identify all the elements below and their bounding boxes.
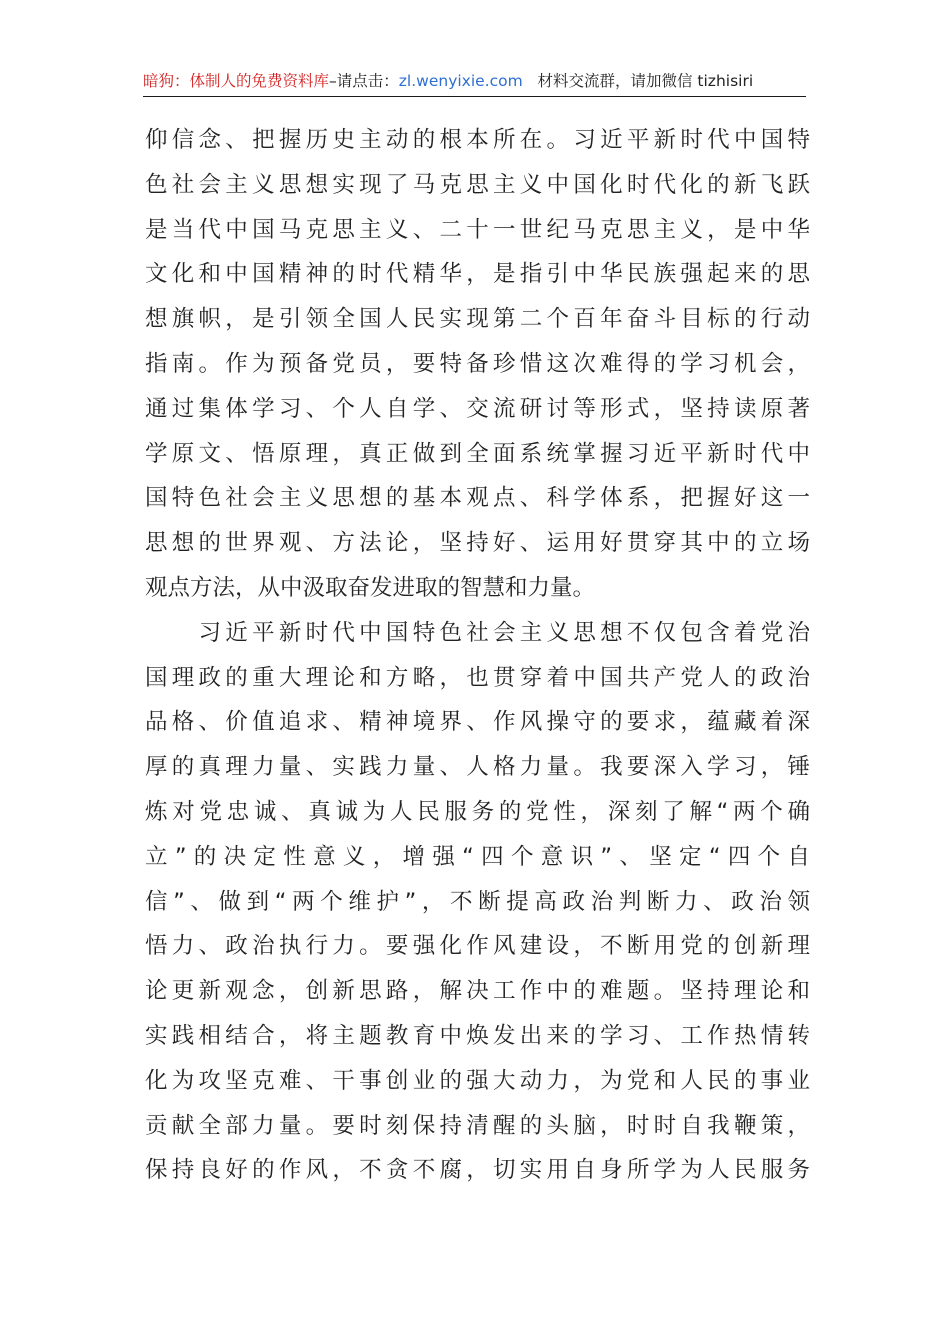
- text-line: 贡献全部力量。要时刻保持清醒的头脑，时时自我鞭策，: [145, 1112, 810, 1139]
- text-line: 厚的真理力量、实践力量、人格力量。我要深入学习，锤: [145, 754, 810, 781]
- text-line: 文化和中国精神的时代精华，是指引中华民族强起来的思: [145, 261, 810, 288]
- page-header: [143, 66, 806, 97]
- text-line: 思想的世界观、方法论，坚持好、运用好贯穿其中的立场: [145, 530, 810, 557]
- text-line: 通过集体学习、个人自学、交流研讨等形式，坚持读原著: [145, 395, 810, 422]
- text-line: 观点方法，从中汲取奋发进取的智慧和力量。: [145, 574, 596, 601]
- text-line: 习近平新时代中国特色社会主义思想不仅包含着党治: [145, 619, 810, 646]
- text-line: 实践相结合，将主题教育中焕发出来的学习、工作热情转: [145, 1022, 810, 1049]
- text-line: 保持良好的作风，不贪不腐，切实用自身所学为人民服务: [145, 1157, 810, 1184]
- text-line: 色社会主义思想实现了马克思主义中国化时代化的新飞跃: [145, 171, 810, 198]
- text-line: 学原文、悟原理，真正做到全面系统掌握习近平新时代中: [145, 440, 810, 467]
- text-line: 悟力、政治执行力。要强化作风建设，不断用党的创新理: [145, 933, 810, 960]
- header-wechat-note: 材料交流群，请加微信 tizhisiri: [537, 72, 754, 90]
- header-url-link[interactable]: zl.wenyixie.com: [398, 72, 523, 90]
- text-line: 化为攻坚克难、干事创业的强大动力，为党和人民的事业: [145, 1067, 810, 1094]
- header-click-prompt: –请点击：: [329, 72, 399, 90]
- text-line: 立”的决定性意义，增强“四个意识”、坚定“四个自: [145, 843, 810, 870]
- text-line: 指南。作为预备党员，要特备珍惜这次难得的学习机会，: [145, 350, 810, 377]
- text-line: 国特色社会主义思想的基本观点、科学体系，把握好这一: [145, 485, 810, 512]
- text-line: 仰信念、把握历史主动的根本所在。习近平新时代中国特: [145, 127, 810, 153]
- text-line: 国理政的重大理论和方略，也贯穿着中国共产党人的政治: [145, 664, 810, 691]
- header-site-name: 暗狗：体制人的免费资料库: [143, 72, 330, 90]
- text-line: 想旗帜，是引领全国人民实现第二个百年奋斗目标的行动: [145, 306, 810, 333]
- text-line: 论更新观念，创新思路，解决工作中的难题。坚持理论和: [145, 978, 810, 1005]
- text-line: 炼对党忠诚、真诚为人民服务的党性，深刻了解“两个确: [145, 798, 810, 825]
- text-line: 品格、价值追求、精神境界、作风操守的要求，蕴藏着深: [145, 709, 810, 736]
- document-body: [145, 118, 810, 1193]
- text-line: 是当代中国马克思主义、二十一世纪马克思主义，是中华: [145, 216, 810, 243]
- text-line: 信”、做到“两个维护”，不断提高政治判断力、政治领: [145, 888, 810, 915]
